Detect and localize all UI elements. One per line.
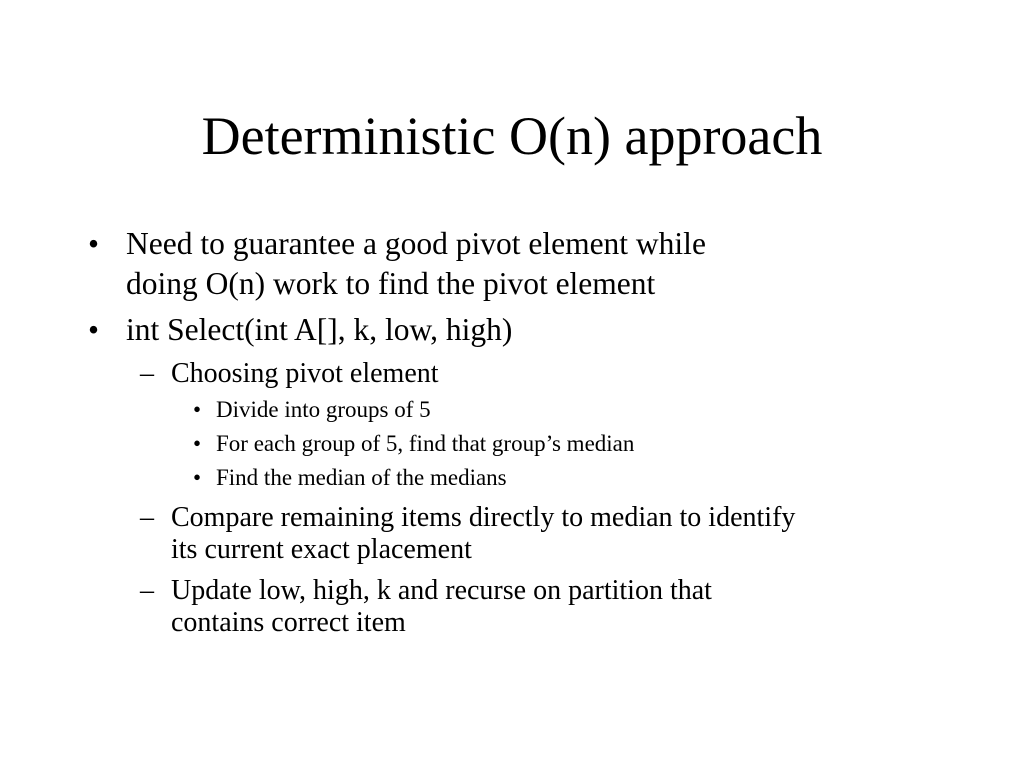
sub-item-text: Update low, high, k and recurse on partition that: [171, 575, 712, 606]
dash-bullet-icon: –: [140, 358, 154, 389]
dash-bullet-icon: –: [140, 502, 154, 533]
sub-sub-item-divide-groups: [193, 396, 431, 424]
sub-item-text: Compare remaining items directly to median to identify: [171, 502, 796, 533]
bullet-item-text: Need to guarantee a good pivot element while: [126, 226, 706, 261]
bullet-dot-icon: •: [193, 397, 202, 422]
sub-item-text: contains correct item: [171, 607, 406, 638]
bullet-dot-icon: •: [193, 465, 202, 490]
sub-item-compare-remaining: [140, 502, 796, 566]
sub-item-update-recurse: [140, 575, 712, 639]
bullet-item-pivot-guarantee: [88, 224, 706, 304]
bullet-dot-icon: •: [88, 226, 100, 261]
sub-item-text: Choosing pivot element: [171, 358, 439, 389]
sub-sub-item-text: Divide into groups of 5: [216, 397, 431, 422]
sub-sub-item-text: For each group of 5, find that group’s median: [216, 431, 635, 456]
sub-sub-item-text: Find the median of the medians: [216, 465, 507, 490]
slide-title: Deterministic O(n) approach: [201, 106, 823, 166]
bullet-item-text: doing O(n) work to find the pivot element: [126, 266, 656, 301]
sub-sub-item-median-of-medians: [193, 464, 507, 492]
sub-item-choosing-pivot: [140, 358, 439, 390]
sub-sub-item-group-median: [193, 430, 635, 458]
dash-bullet-icon: –: [140, 575, 154, 606]
sub-item-text: its current exact placement: [171, 534, 472, 565]
bullet-item-select-signature: [88, 310, 513, 350]
bullet-dot-icon: •: [88, 312, 100, 347]
bullet-item-text: int Select(int A[], k, low, high): [126, 312, 513, 347]
bullet-dot-icon: •: [193, 431, 202, 456]
